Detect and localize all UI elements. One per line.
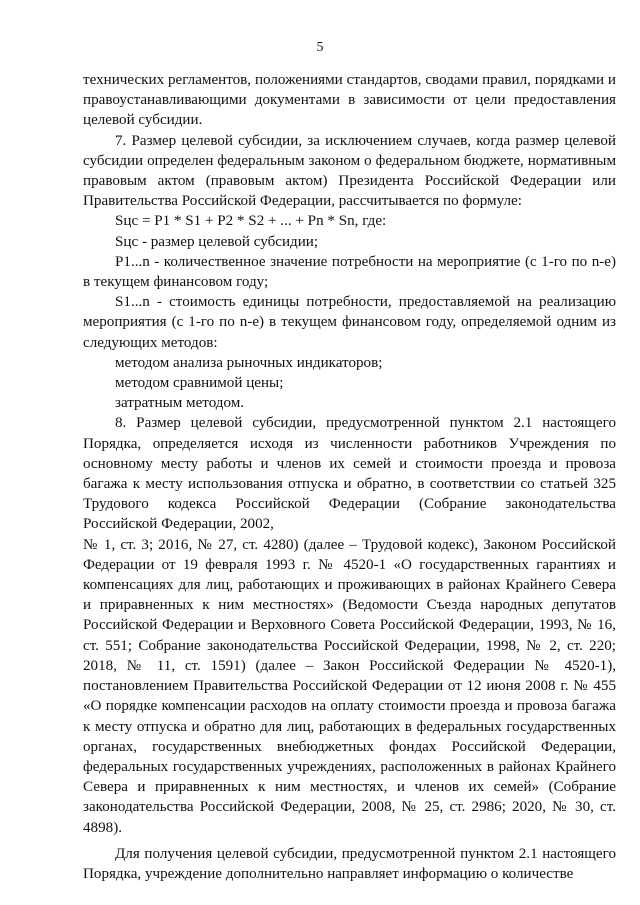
document-body bbox=[83, 70, 616, 884]
method-item: методом сравнимой цены; bbox=[115, 375, 284, 392]
paragraph-item-8: 8. Размер целевой субсидии, предусмотренной пунктом 2.1 настоящего Порядка, определяется исходя из численности работников Учреждения по основному месту работы и членов их семей и стоимости проезда и провоза багажа к месту использования отпуска и обратно, в соответствии со статьей 325 Трудового кодекса Российской Федерации (Собрание законодательства Российской Федерации, 2002, bbox=[83, 415, 616, 533]
formula: Sцс = P1 * S1 + P2 * S2 + ... + Pn * Sn, где: bbox=[115, 213, 387, 230]
paragraph-continuation: технических регламентов, положениями стандартов, сводами правил, порядками и правоустанавливающими документами в зависимости от цели предоставления целевой субсидии. bbox=[83, 72, 616, 129]
paragraph-item-7: 7. Размер целевой субсидии, за исключением случаев, когда размер целевой субсидии определен федеральным законом о федеральном бюджете, нормативным правовым актом (правовым актом) Президента Российской Федерации или Правительства Российской Федерации, рассчитывается по формуле: bbox=[83, 132, 616, 210]
formula-definition-p: P1...n - количественное значение потребности на мероприятие (с 1-го по n-е) в текущем финансовом году; bbox=[83, 253, 616, 291]
formula-definition-s: Sцс - размер целевой субсидии; bbox=[115, 233, 319, 250]
method-item: методом анализа рыночных индикаторов; bbox=[115, 354, 383, 371]
method-item: затратным методом. bbox=[115, 395, 245, 412]
page-number: 5 bbox=[316, 40, 324, 55]
formula-definition-s1n: S1...n - стоимость единицы потребности, предоставляемой на реализацию мероприятия (с 1-го по n-е) в текущем финансовом году, определяемой одним из следующих методов: bbox=[83, 294, 616, 351]
paragraph-item-8-continued: № 1, ст. 3; 2016, № 27, ст. 4280) (далее – Трудовой кодекс), Законом Российской Федерации от 19 февраля 1993 г. № 4520-1 «О государственных гарантиях и компенсациях для лиц, работающих и проживающих в районах Крайнего Севера и приравненных к ним местностях» (Ведомости Съезда народных депутатов Российской Федерации и Верховного Совета Российской Федерации, 1993, № 16, ст. 551; Собрание законодательства Российской Федерации, 1998, № 2, ст. 220; 2018, № 11, ст. 1591) (далее – Закон Российской Федерации № 4520-1), постановлением Правительства Российской Федерации от 12 июня 2008 г. № 455 «О порядке компенсации расходов на оплату стоимости проезда и провоза багажа к месту отпуска и обратно для лиц, работающих в федеральных государственных органах, государственных внебюджетных фондах Российской Федерации, федеральных государственных учреждениях, расположенных в районах Крайнего Севера и приравненных к ним местностях, и членов их семей» (Собрание законодательства Российской Федерации, 2008, № 25, ст. 2986; 2020, № 30, ст. 4898). bbox=[83, 536, 616, 836]
paragraph-subsidy-request: Для получения целевой субсидии, предусмотренной пунктом 2.1 настоящего Порядка, учреждение дополнительно направляет информацию о количестве bbox=[83, 845, 616, 882]
